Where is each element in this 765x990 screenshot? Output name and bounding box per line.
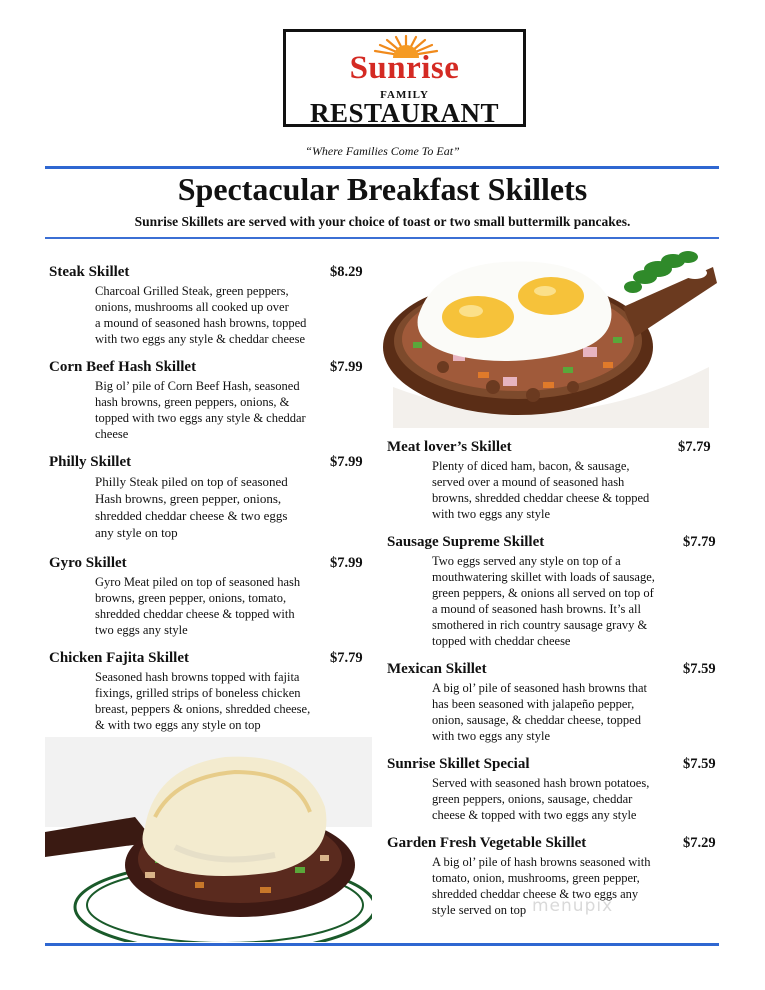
watermark-text: menupix <box>532 896 614 916</box>
item-price: $7.99 <box>330 555 363 571</box>
restaurant-logo <box>283 29 526 127</box>
item-name: Corn Beef Hash Skillet <box>49 359 197 375</box>
page-subtitle: Sunrise Skillets are served with your choice of toast or two small buttermilk pancakes. <box>134 214 631 229</box>
item-name: Meat lover’s Skillet <box>387 439 512 455</box>
item-description: Philly Steak piled on top of seasoned Hash browns, green pepper, onions, shredded cheddar cheese & two eggs any style on top <box>95 474 288 540</box>
bottom-divider <box>45 943 719 946</box>
page-title: Spectacular Breakfast Skillets <box>177 171 588 207</box>
item-name: Chicken Fajita Skillet <box>49 650 190 666</box>
gravy-skillet-photo <box>45 737 372 942</box>
item-description: Plenty of diced ham, bacon, & sausage, served over a mound of seasoned hash browns, shredded cheddar cheese & topped with two eggs any style <box>432 459 650 521</box>
item-name: Sunrise Skillet Special <box>387 756 530 772</box>
subtitle-divider <box>45 237 719 239</box>
item-name: Sausage Supreme Skillet <box>387 534 545 550</box>
item-price: $7.59 <box>683 756 716 772</box>
item-description: Seasoned hash browns topped with fajita fixings, grilled strips of boneless chicken breast, peppers & onions, shredded cheese, & with two eggs any style on top <box>95 670 311 732</box>
meat-skillet-photo <box>383 247 719 428</box>
item-description: A big ol’ pile of seasoned hash browns that has been seasoned with jalapeño pepper, onion, sausage, & cheddar cheese, topped with two eggs any style <box>432 681 648 743</box>
logo-family-text: FAMILY <box>380 89 429 101</box>
item-price: $7.99 <box>330 359 363 375</box>
item-name: Mexican Skillet <box>387 661 487 677</box>
item-price: $7.29 <box>683 835 716 851</box>
item-description: Gyro Meat piled on top of seasoned hash browns, green pepper, onions, tomato, shredded cheddar cheese & topped with two eggs any style <box>95 575 301 637</box>
top-divider <box>45 166 719 169</box>
item-price: $7.59 <box>683 661 716 677</box>
item-name: Gyro Skillet <box>49 555 127 571</box>
item-price: $7.79 <box>678 439 711 455</box>
logo-sunrise-text: Sunrise <box>349 50 460 86</box>
tagline: “Where Families Come To Eat” <box>305 144 460 158</box>
item-price: $8.29 <box>330 264 363 280</box>
item-description: Served with seasoned hash brown potatoes, green peppers, onions, sausage, cheddar cheese & topped with two eggs any style <box>432 776 650 822</box>
item-name: Steak Skillet <box>49 264 130 280</box>
item-price: $7.79 <box>330 650 363 666</box>
item-price: $7.79 <box>683 534 716 550</box>
item-description: Charcoal Grilled Steak, green peppers, onions, mushrooms all cooked up over a mound of seasoned hash browns, topped with two eggs any style & cheddar cheese <box>95 284 307 346</box>
logo-restaurant-text: RESTAURANT <box>309 98 500 128</box>
item-name: Philly Skillet <box>49 454 132 470</box>
item-price: $7.99 <box>330 454 363 470</box>
item-name: Garden Fresh Vegetable Skillet <box>387 835 587 851</box>
item-description: A big ol’ pile of hash browns seasoned with tomato, onion, mushrooms, green pepper, shredded cheddar cheese & two eggs any style served on top <box>432 855 651 917</box>
item-description: Two eggs served any style on top of a mouthwatering skillet with loads of sausage, green peppers, & onions all served on top of a mound of seasoned hash browns. It’s all smothered in rich country sausage gravy & topped with cheddar cheese <box>432 554 655 648</box>
item-description: Big ol’ pile of Corn Beef Hash, seasoned hash browns, green peppers, onions, & topped with two eggs any style & cheddar cheese <box>95 379 306 441</box>
